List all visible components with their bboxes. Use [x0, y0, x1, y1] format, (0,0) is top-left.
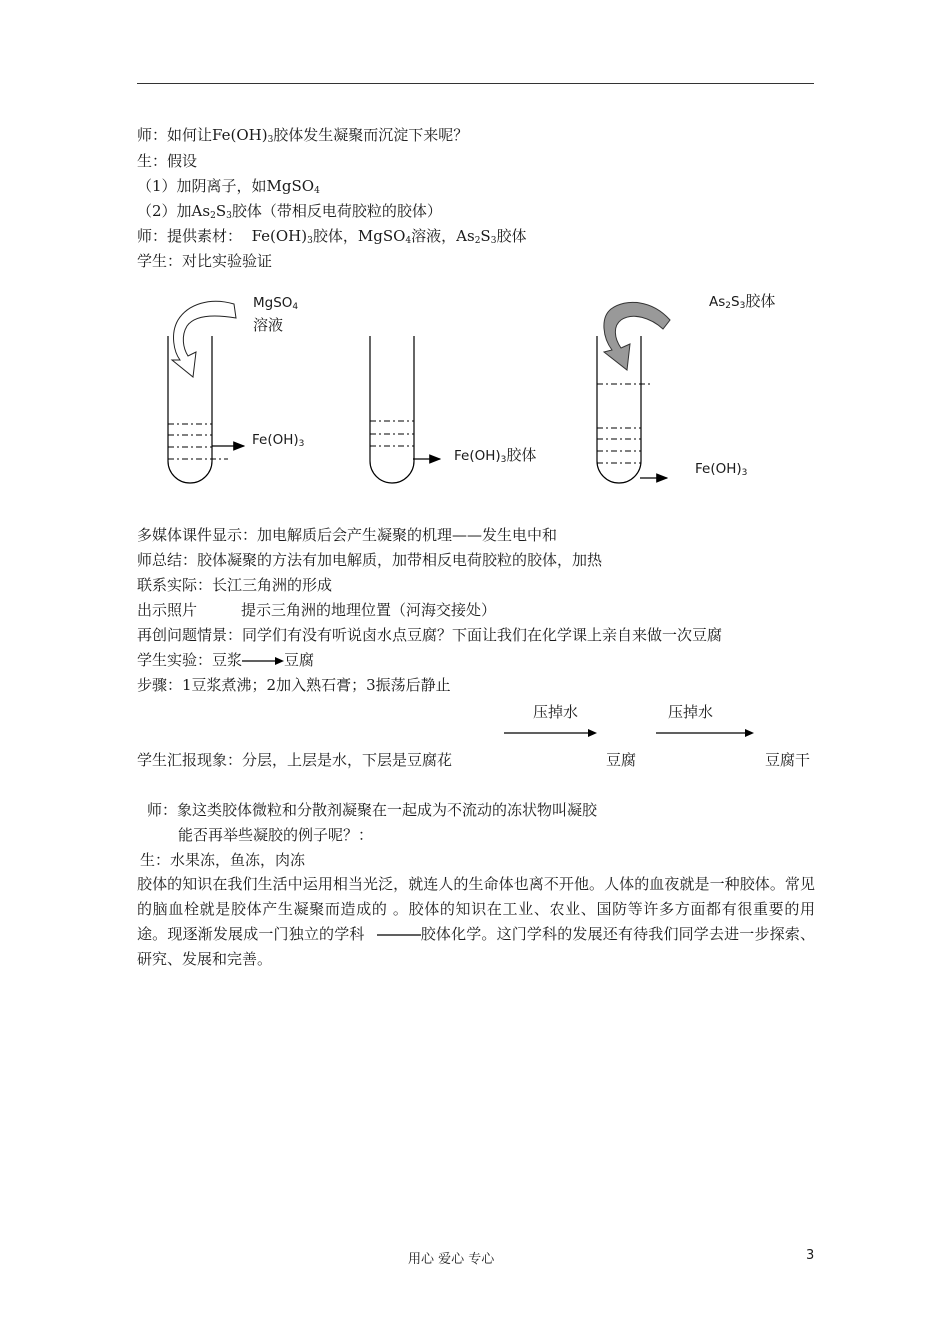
- page-number: 3: [806, 1248, 815, 1263]
- tube1-content-label: $Fe(OH)_3$: [252, 432, 305, 449]
- text-line-photo: 出示照片 提示三角洲的地理位置（河海交接处）: [137, 601, 497, 619]
- text-line-practice: 联系实际：长江三角洲的形成: [137, 576, 333, 594]
- soy-to-tofu-arrow: [242, 655, 284, 667]
- process-flow-arrows: [500, 726, 770, 740]
- flow-result-tofu: 豆腐: [606, 751, 637, 769]
- flow-result-dried-tofu: 豆腐干: [765, 751, 811, 769]
- tube3-reagent-label: $As_2S_3$胶体: [709, 292, 776, 311]
- tube1-curved-arrow: [172, 301, 236, 377]
- flow-label-press-1: 压掉水: [533, 703, 579, 721]
- tube3-content-label: $Fe(OH)_3$: [695, 461, 748, 478]
- text-line-student-experiment: 学生实验：豆浆 豆腐: [137, 651, 315, 669]
- text-line-gel-definition: 师：象这类胶体微粒和分散剂凝聚在一起成为不流动的冻状物叫凝胶: [147, 801, 598, 819]
- text-line-option-1: （1）加阴离子，如MgSO$_4$: [137, 177, 320, 196]
- closing-paragraph: 胶体的知识在我们生活中运用相当光泛，就连人的生命体也离不开他。人体的血夜就是一种胶体。常见的脑血栓就是胶体产生凝聚而造成的 。胶体的知识在工业、农业、国防等许多方面都有很重要的用途。现逐渐发展成一门独立的学科 胶体化学。这门学科的发展还有待我们同学去进一步探索、研究、发展和完善。: [137, 875, 815, 968]
- text-line-summary: 师总结：胶体凝聚的方法有加电解质，加带相反电荷胶粒的胶体，加热: [137, 551, 603, 569]
- text-line-experiment: 学生：对比实验验证: [137, 252, 273, 270]
- test-tube-diagram: [0, 280, 950, 500]
- dash-line: [377, 930, 421, 940]
- test-tube-1: [168, 301, 244, 483]
- tube2-content-label: $Fe(OH)_3$胶体: [454, 446, 537, 465]
- text-line-gel-question: 能否再举些凝胶的例子呢？：: [178, 826, 374, 844]
- text-line-option-2: （2）加$As_2S_3$胶体（带相反电荷胶粒的胶体）: [137, 202, 442, 221]
- text-line-materials: 师：提供素材： $Fe(OH)_3$胶体，MgSO$_4$溶液，$As_2S_3$胶体: [137, 227, 527, 246]
- tube1-reagent-sublabel: 溶液: [253, 316, 284, 334]
- text-line-multimedia: 多媒体课件显示：加电解质后会产生凝聚的机理——发生电中和: [137, 526, 558, 544]
- flow-label-press-2: 压掉水: [668, 703, 714, 721]
- footer-motto: 用心 爱心 专心: [408, 1252, 495, 1267]
- text-line-hypothesis: 生：假设: [137, 152, 198, 170]
- header-rule: [137, 83, 814, 84]
- text-line-gel-examples: 生：水果冻，鱼冻，肉冻: [140, 851, 306, 869]
- text-line-scenario: 再创问题情景：同学们有没有听说卤水点豆腐？下面让我们在化学课上亲自来做一次豆腐: [137, 626, 723, 644]
- text-line-question: 师：如何让$Fe(OH)_3$胶体发生凝聚而沉淀下来呢？: [137, 126, 469, 145]
- test-tube-2: [370, 336, 440, 483]
- text-line-steps: 步骤：1豆浆煮沸；2加入熟石膏；3振荡后静止: [137, 676, 451, 694]
- tube3-curved-arrow: [604, 302, 670, 370]
- test-tube-3: [597, 302, 670, 483]
- tube1-reagent-label: MgSO$_4$: [253, 295, 299, 312]
- text-line-report: 学生汇报现象：分层，上层是水，下层是豆腐花: [137, 751, 453, 769]
